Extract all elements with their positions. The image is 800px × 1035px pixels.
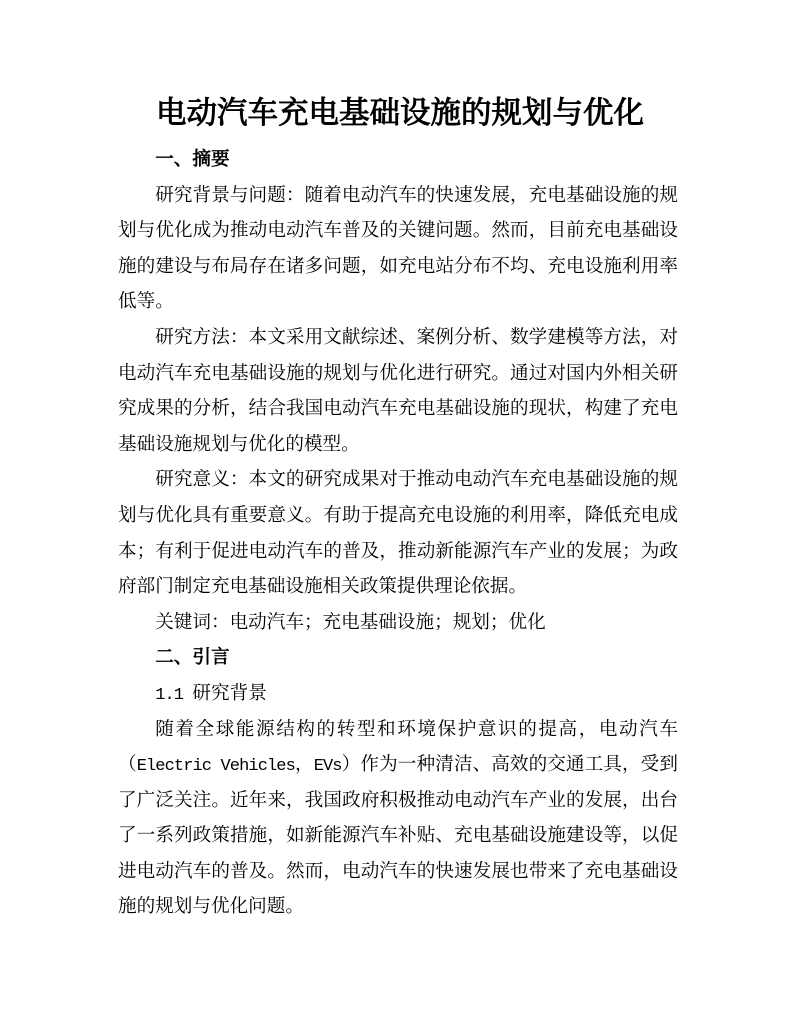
abstract-heading: 一、摘要 [155,149,230,170]
latin-text-run: 1.1 [155,685,193,705]
latin-text-run: Electric Vehicles [136,757,295,777]
document-title: 电动汽车充电基础设施的规划与优化 [156,96,644,130]
introduction-subheading: 1.1 研究背景 [155,682,267,705]
document-body [118,142,678,925]
abstract-significance-paragraph: 研究意义：本文的研究成果对于推动电动汽车充电基础设施的规划与优化具有重要意义。有助于提高充电设施的利用率，降低充电成本；有利于促进电动汽车的普及，推动新能源汽车产业的发展；为政府部门制定充电基础设施相关政策提供理论依据。 [118,469,678,598]
introduction-paragraph: 随着全球能源结构的转型和环境保护意识的提高，电动汽车（Electric Vehicles，EVs）作为一种清洁、高效的交通工具，受到了广泛关注。近年来，我国政府积极推动电动汽车产业的发展，出台了一系列政策措施，如新能源汽车补贴、充电基础设施建设等，以促进电动汽车的普及。然而，电动汽车的快速发展也带来了充电基础设施的规划与优化问题。 [118,718,678,918]
abstract-methods-paragraph: 研究方法：本文采用文献综述、案例分析、数学建模等方法，对电动汽车充电基础设施的规划与优化进行研究。通过对国内外相关研究成果的分析，结合我国电动汽车充电基础设施的现状，构建了充电基础设施规划与优化的模型。 [118,326,678,455]
abstract-background-paragraph: 研究背景与问题：随着电动汽车的快速发展，充电基础设施的规划与优化成为推动电动汽车普及的关键问题。然而，目前充电基础设施的建设与布局存在诸多问题，如充电站分布不均、充电设施利用率低等。 [118,184,678,313]
introduction-heading: 二、引言 [155,647,230,669]
latin-text-run: EVs [313,757,342,777]
keywords-line: 关键词：电动汽车；充电基础设施；规划；优化 [155,611,546,633]
